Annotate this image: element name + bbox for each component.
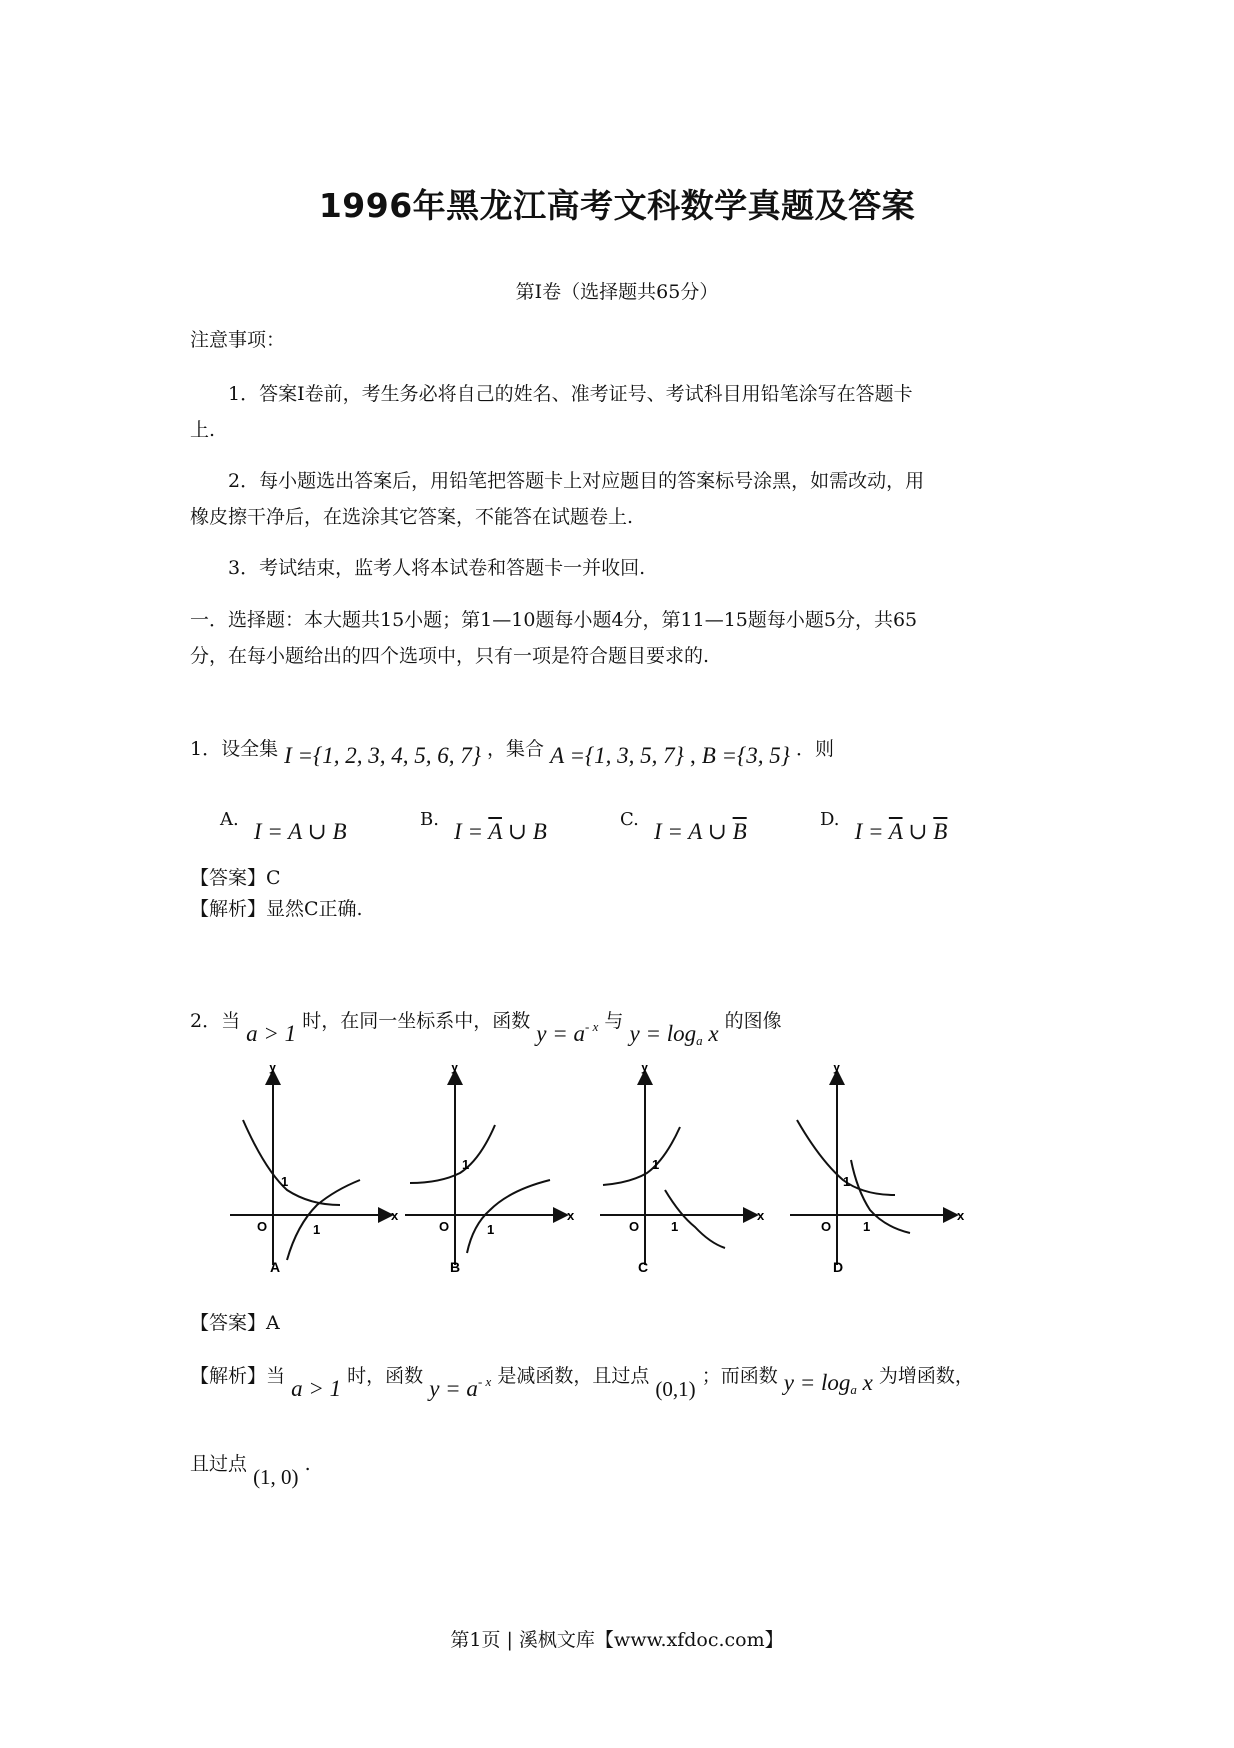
page-title: 1996年黑龙江高考文科数学真题及答案 — [318, 186, 916, 225]
graph-c-origin: O — [629, 1219, 640, 1234]
q2-analysis-point-2: (1, 0) — [253, 1465, 299, 1489]
q1-option-b-letter: B. — [420, 809, 439, 830]
q2-f1-base: y = a — [536, 1021, 586, 1046]
q2-suffix: 的图像 — [724, 1010, 782, 1032]
graph-d-x-label: x — [957, 1208, 965, 1223]
page-footer: 第1页 | 溪枫文库【www.xfdoc.com】 — [450, 1629, 784, 1651]
q2-f2-sub: a — [696, 1033, 703, 1048]
q1-option-d-lhs: I = — [854, 819, 889, 844]
graph-c-exp-curve — [603, 1127, 680, 1185]
part1-instructions — [190, 602, 1070, 674]
q1-option-a-letter: A. — [220, 809, 239, 830]
graph-b-origin: O — [439, 1219, 450, 1234]
graph-b-exp-curve — [410, 1125, 495, 1183]
q2-analysis-point-1: (0,1) — [655, 1377, 696, 1401]
part1-line-2: 分，在每小题给出的四个选项中，只有一项是符合题目要求的. — [190, 645, 710, 667]
graph-c-label: C — [638, 1259, 649, 1275]
q1-option-b-rhs: ∪ B — [501, 819, 547, 844]
part1-line-1: 一．选择题：本大题共15小题；第1—10题每小题4分，第11—15题每小题5分，共65 — [190, 609, 918, 631]
q2-analysis-f2 — [784, 1370, 873, 1395]
q2-analysis-line-2-text: 且过点 — [190, 1453, 248, 1475]
q1-option-d-mid: ∪ — [902, 819, 934, 844]
graph-c-one-y: 1 — [652, 1157, 660, 1172]
q2-function-1 — [536, 1021, 598, 1046]
q2-mid-1: 时，在同一坐标系中，函数 — [302, 1010, 531, 1032]
graph-c-y-label: y — [641, 1065, 649, 1074]
q2-analysis-prefix: 【解析】当 — [190, 1365, 286, 1387]
graph-b-log-curve — [467, 1180, 550, 1253]
q2-f1-exp: - x — [585, 1019, 599, 1034]
q1-option-d-bar-a: $\overline{A}$ — [888, 819, 903, 844]
notice-item-3: 3．考试结束，监考人将本试卷和答题卡一并收回. — [228, 557, 646, 579]
q2-analysis-mid-4: 为增函数， — [878, 1365, 974, 1387]
q2-analysis-mid-3: ；而函数 — [701, 1365, 778, 1387]
q2-answer: 【答案】A — [190, 1312, 280, 1334]
notice-item-1-line-2: 上. — [190, 419, 216, 441]
q1-answer: 【答案】C — [190, 867, 281, 889]
graph-b-x-label: x — [567, 1208, 575, 1223]
q1-option-a-expr: I = A ∪ B — [253, 819, 347, 844]
graph-c-one-x: 1 — [671, 1219, 679, 1234]
q2-analysis-f1-base: y = a — [429, 1376, 478, 1401]
q2-prefix: 2．当 — [190, 1010, 241, 1032]
graph-a-origin: O — [257, 1219, 268, 1234]
graph-c[interactable] — [600, 1065, 765, 1275]
q1-option-d-bar-b: $\overline{B}$ — [933, 819, 948, 844]
q2-analysis-f1 — [429, 1376, 491, 1401]
graph-d[interactable] — [790, 1065, 965, 1275]
q2-graphs — [225, 1065, 965, 1280]
q1-option-c-letter: C. — [620, 809, 639, 830]
q1-prefix: 1．设全集 — [190, 738, 279, 760]
notice-item-1-line-1: 1．答案Ⅰ卷前，考生务必将自己的姓名、准考证号、考试科目用铅笔涂写在答题卡 — [228, 383, 913, 405]
graph-b[interactable] — [405, 1065, 575, 1275]
notice-item-2-line-2: 橡皮擦干净后，在选涂其它答案，不能答在试题卷上. — [190, 506, 634, 528]
q1-option-d-expr — [855, 819, 948, 844]
q1-option-d[interactable] — [820, 805, 948, 844]
notice-heading: 注意事项： — [190, 329, 286, 351]
q2-analysis — [190, 1350, 1090, 1400]
graph-a-exp-curve — [243, 1120, 340, 1205]
q2-analysis-line-2 — [190, 1445, 1050, 1489]
graph-a-one-y: 1 — [281, 1174, 289, 1189]
graph-a-log-curve — [287, 1180, 360, 1260]
graph-a-x-label: x — [391, 1208, 399, 1223]
graph-b-label: B — [450, 1259, 461, 1275]
q1-set-b: B ={3, 5} — [701, 743, 790, 768]
q2-f2-arg: x — [702, 1021, 719, 1046]
q1-option-c-lhs: I = A ∪ — [653, 819, 733, 844]
q1-sep: , — [689, 743, 696, 768]
question-2 — [190, 995, 1090, 1048]
q2-analysis-f2-base: y = log — [783, 1370, 851, 1395]
graph-b-one-y: 1 — [462, 1157, 470, 1172]
graph-a[interactable] — [230, 1065, 399, 1275]
q1-option-a[interactable] — [220, 805, 347, 844]
q2-analysis-end: . — [304, 1453, 311, 1475]
q2-analysis-mid-2: 是减函数，且过点 — [497, 1365, 650, 1387]
q1-mid: ，集合 — [487, 738, 545, 760]
graph-d-one-x: 1 — [863, 1219, 871, 1234]
q2-mid-2: 与 — [604, 1010, 624, 1032]
q2-analysis-f2-arg: x — [856, 1370, 873, 1395]
graph-a-y-label: y — [269, 1065, 277, 1074]
notice-item-1 — [190, 376, 1070, 448]
notice-item-2-line-1: 2．每小题选出答案后，用铅笔把答题卡上对应题目的答案标号涂黑，如需改动，用 — [228, 470, 925, 492]
graph-d-one-y: 1 — [843, 1174, 851, 1189]
q1-option-b-lhs: I = — [454, 819, 489, 844]
question-1 — [190, 730, 1090, 767]
q2-analysis-f1-exp: - x — [477, 1374, 492, 1389]
graph-d-log-curve — [851, 1160, 910, 1233]
q2-analysis-mid-1: 时，函数 — [347, 1365, 424, 1387]
q1-option-c-expr — [654, 819, 747, 844]
q1-suffix: ．则 — [796, 738, 835, 760]
graph-d-label: D — [833, 1259, 844, 1275]
graph-a-label: A — [270, 1259, 281, 1275]
q2-analysis-cond: a > 1 — [291, 1376, 342, 1401]
graph-b-one-x: 1 — [487, 1222, 495, 1237]
q1-option-d-letter: D. — [820, 809, 840, 830]
graph-b-y-label: y — [451, 1065, 459, 1074]
q2-analysis-f2-sub: a — [850, 1382, 857, 1397]
q1-analysis: 【解析】显然C正确. — [190, 898, 363, 920]
graph-c-x-label: x — [757, 1208, 765, 1223]
q1-option-b[interactable] — [420, 805, 547, 844]
q1-option-b-expr — [454, 819, 547, 844]
graph-a-one-x: 1 — [313, 1222, 321, 1237]
graph-d-y-label: y — [833, 1065, 841, 1074]
q2-function-2 — [629, 1021, 718, 1046]
q1-option-c[interactable] — [620, 805, 747, 844]
notice-item-2 — [190, 463, 1070, 535]
section-title: 第Ⅰ卷（选择题共65分） — [515, 281, 719, 303]
q1-set-a: A ={1, 3, 5, 7} — [550, 743, 684, 768]
q2-f2-base: y = log — [629, 1021, 697, 1046]
graph-d-origin: O — [821, 1219, 832, 1234]
q1-option-c-bar-b: $\overline{B}$ — [732, 819, 747, 844]
q2-condition: a > 1 — [246, 1021, 297, 1046]
q1-set-i: I ={1, 2, 3, 4, 5, 6, 7} — [284, 743, 481, 768]
q1-option-b-bar-a: $\overline{A}$ — [488, 819, 502, 844]
